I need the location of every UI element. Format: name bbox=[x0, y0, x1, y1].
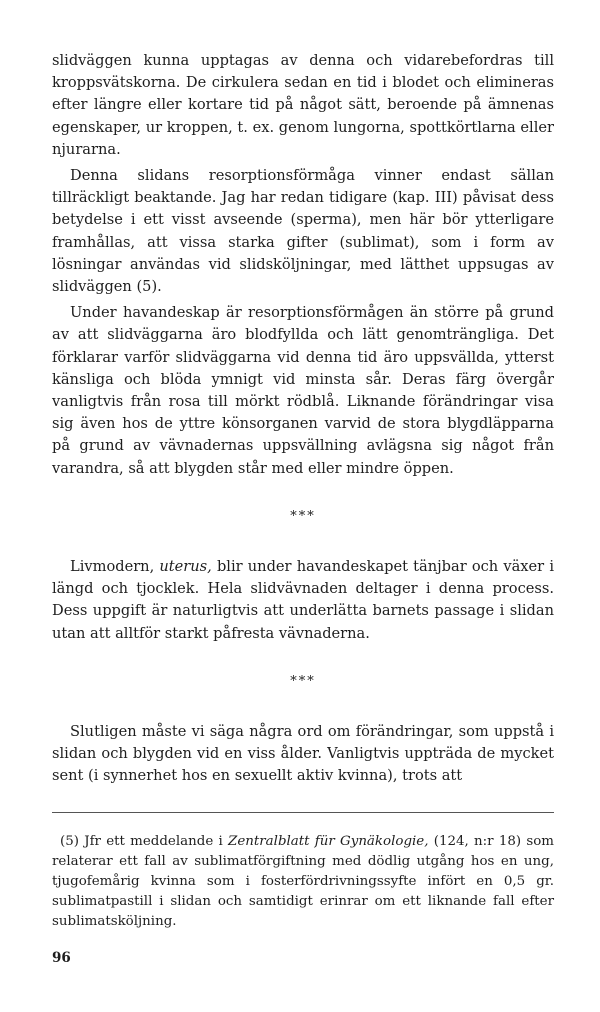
paragraph-4 bbox=[52, 556, 554, 645]
footnote-5-start: (5) Jfr ett meddelande i bbox=[60, 834, 229, 849]
paragraph-2: Denna slidans resorptionsförmåga vinner endast sällan tillräckligt beaktande. Jag har redan tidigare (kap. III) påvisat dess betydelse i ett visst avseende (sperma), men här bör ytterligare framhållas, att vissa starka gifter (sublimat), som i form av lösningar användas vid slidsköljningar, med lätthet uppsugas av slidväggen (5). bbox=[52, 167, 554, 296]
paragraph-4-rest: blir under havandeskapet tänjbar och växer i längd och tjocklek. Hela slidvävnaden deltager i denna process. Dess uppgift är naturligtvis att underlätta barnets passage i slidan utan att alltför starkt påfresta vävnaderna. bbox=[52, 558, 554, 642]
paragraph-1: slidväggen kunna upptagas av denna och vidarebefordras till kroppsvätskorna. De cirkulera sedan en tid i blodet och elimineras efter längre eller kortare tid på något sätt, beroende på ämnenas egenskaper, ur kroppen, t. ex. genom lungorna, spottkörtlarna eller njurarna. bbox=[52, 52, 554, 158]
footnote-5-rest: (124, n:r 18) som relaterar ett fall av sublimatförgiftning med dödlig utgång hos en ung, tjugofemårig kvinna som i fosterfördrivningssyfte infört en 0,5 gr. sublimatpastill i slidan och samtidigt erinrar om ett liknande fall efter sublimatsköljning. bbox=[52, 834, 554, 929]
section-separator-2: *** bbox=[290, 673, 316, 689]
footnote-divider bbox=[52, 812, 554, 813]
paragraph-4-start: Livmodern, bbox=[70, 558, 160, 576]
paragraph-3: Under havandeskap är resorptionsförmågen än större på grund av att slidväggarna äro blodfyllda och lätt genomträngliga. Det förklarar varför slidväggarna vid denna tid äro uppsvällda, ytterst känsliga och blöda ymnigt vid minsta sår. Deras färg övergår vanligtvis från rosa till mörkt rödblå. Liknande förändringar visa sig även hos de yttre könsorganen varvid de stora blygdläpparna på grund av vävnadernas uppsvällning avlägsna sig något från varandra, så att blygden står med eller mindre öppen. bbox=[52, 304, 554, 477]
footnote-5 bbox=[52, 832, 554, 932]
footnotes bbox=[52, 832, 554, 932]
paragraph-5: Slutligen måste vi säga några ord om förändringar, som uppstå i slidan och blygden vid en viss ålder. Vanligtvis uppträda de mycket sent (i synnerhet hos en sexuellt aktiv kvinna), trots att bbox=[52, 723, 554, 785]
section-separator-1: *** bbox=[290, 508, 316, 524]
page-number: 96 bbox=[52, 950, 71, 966]
page-body bbox=[52, 50, 554, 788]
footnote-5-journal: Zentralblatt für Gynäkologie, bbox=[228, 834, 429, 849]
paragraph-4-term: uterus, bbox=[159, 558, 212, 576]
